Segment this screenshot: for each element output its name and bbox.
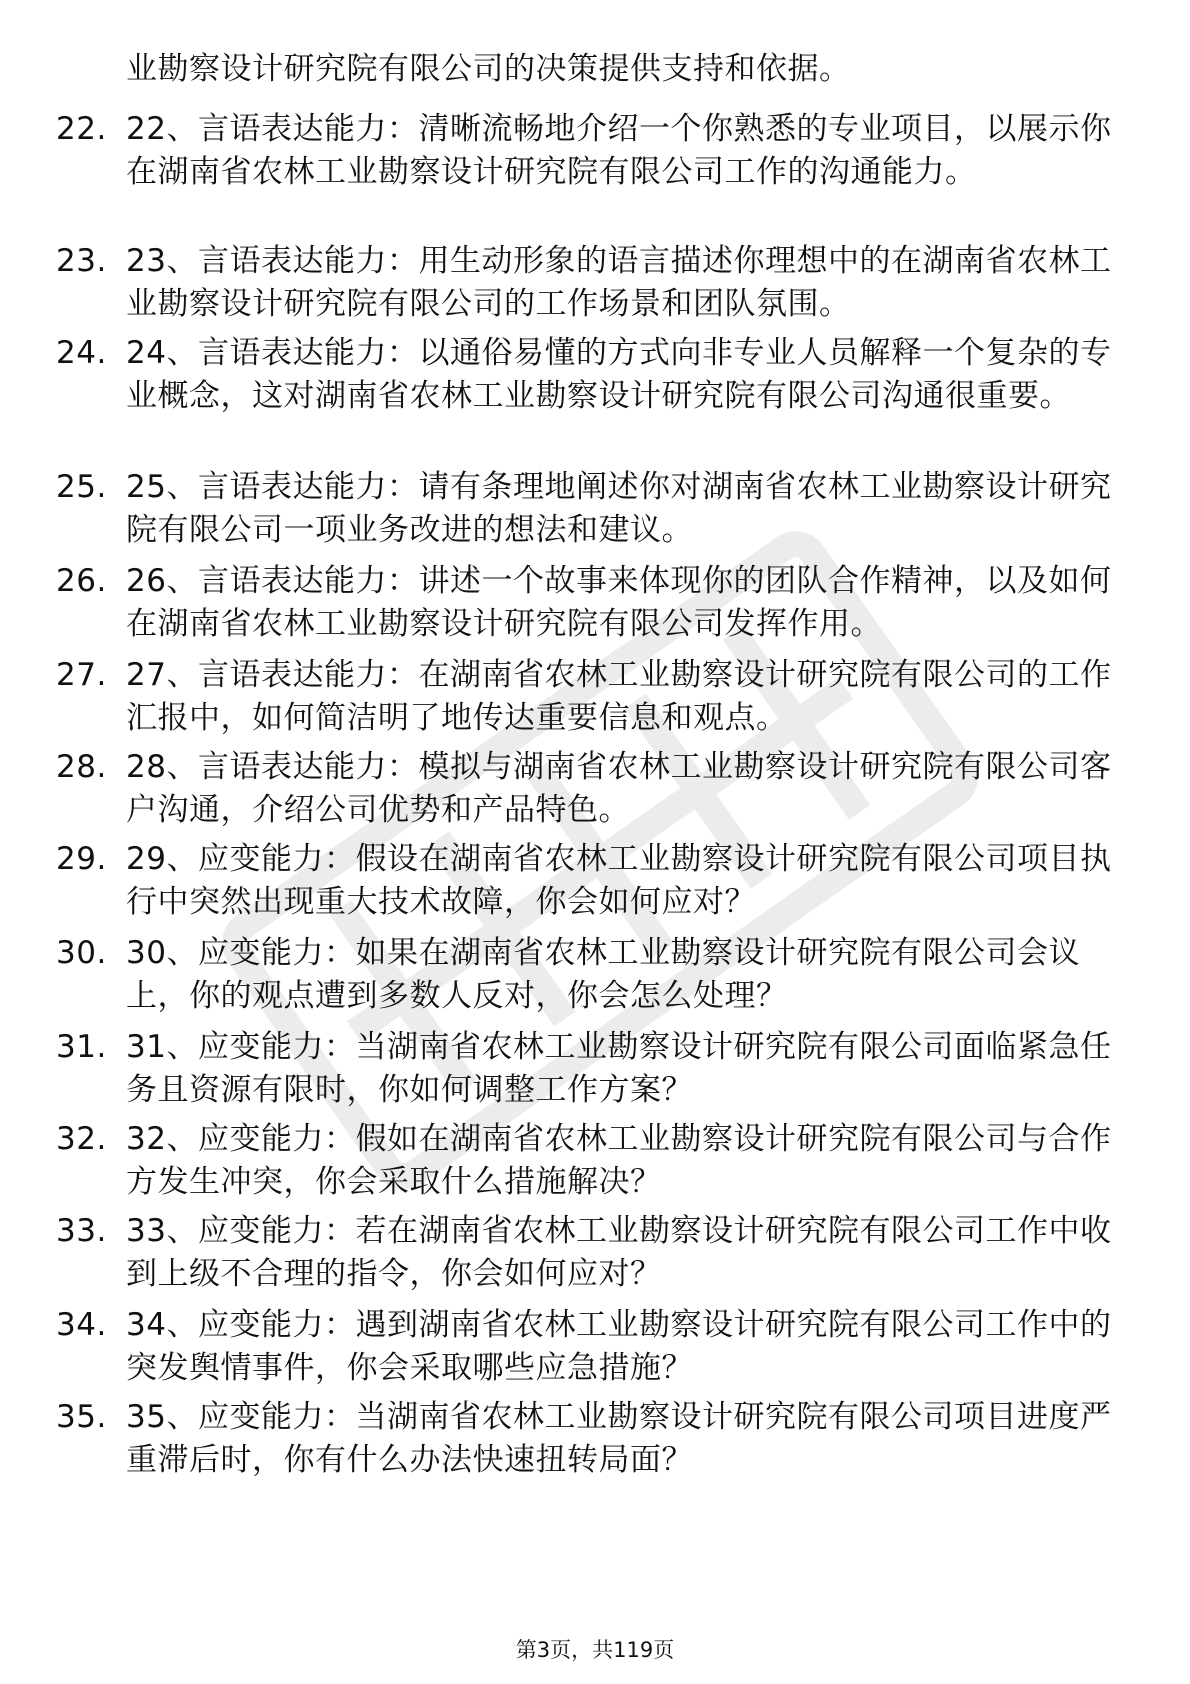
question-text: 31、应变能力：当湖南省农林工业勘察设计研究院有限公司面临紧急任务且资源有限时，你如何调整工作方案？ (126, 1029, 1112, 1108)
list-number: 34. (56, 1307, 107, 1343)
question-text: 25、言语表达能力：请有条理地阐述你对湖南省农林工业勘察设计研究院有限公司一项业务改进的想法和建议。 (126, 469, 1112, 548)
question-text: 29、应变能力：假设在湖南省农林工业勘察设计研究院有限公司项目执行中突然出现重大技术故障，你会如何应对？ (126, 841, 1112, 920)
question-text: 32、应变能力：假如在湖南省农林工业勘察设计研究院有限公司与合作方发生冲突，你会采取什么措施解决？ (126, 1121, 1112, 1200)
list-number: 30. (56, 935, 107, 971)
list-number: 22. (56, 111, 107, 147)
question-text: 34、应变能力：遇到湖南省农林工业勘察设计研究院有限公司工作中的突发舆情事件，你会采取哪些应急措施？ (126, 1307, 1112, 1386)
list-number: 25. (56, 469, 107, 505)
list-number: 35. (56, 1399, 107, 1435)
question-text: 27、言语表达能力：在湖南省农林工业勘察设计研究院有限公司的工作汇报中，如何简洁明了地传达重要信息和观点。 (126, 657, 1112, 736)
list-number: 28. (56, 749, 107, 785)
list-number: 24. (56, 335, 107, 371)
list-number: 26. (56, 563, 107, 599)
carry-over-text: 业勘察设计研究院有限公司的决策提供支持和依据。 (126, 51, 851, 87)
list-number: 31. (56, 1029, 107, 1065)
question-text: 24、言语表达能力：以通俗易懂的方式向非专业人员解释一个复杂的专业概念，这对湖南省农林工业勘察设计研究院有限公司沟通很重要。 (126, 335, 1112, 414)
question-text: 33、应变能力：若在湖南省农林工业勘察设计研究院有限公司工作中收到上级不合理的指令，你会如何应对？ (126, 1213, 1112, 1292)
question-text: 23、言语表达能力：用生动形象的语言描述你理想中的在湖南省农林工业勘察设计研究院有限公司的工作场景和团队氛围。 (126, 243, 1112, 322)
list-number: 32. (56, 1121, 107, 1157)
question-text: 26、言语表达能力：讲述一个故事来体现你的团队合作精神，以及如何在湖南省农林工业勘察设计研究院有限公司发挥作用。 (126, 563, 1112, 642)
question-text: 35、应变能力：当湖南省农林工业勘察设计研究院有限公司项目进度严重滞后时，你有什么办法快速扭转局面？ (126, 1399, 1112, 1478)
list-number: 33. (56, 1213, 107, 1249)
list-number: 29. (56, 841, 107, 877)
list-number: 27. (56, 657, 107, 693)
question-text: 22、言语表达能力：清晰流畅地介绍一个你熟悉的专业项目，以展示你在湖南省农林工业勘察设计研究院有限公司工作的沟通能力。 (126, 111, 1112, 190)
list-number: 23. (56, 243, 107, 279)
question-text: 28、言语表达能力：模拟与湖南省农林工业勘察设计研究院有限公司客户沟通，介绍公司优势和产品特色。 (126, 749, 1112, 828)
page-number-footer: 第3页，共119页 (515, 1638, 675, 1662)
question-text: 30、应变能力：如果在湖南省农林工业勘察设计研究院有限公司会议上，你的观点遭到多数人反对，你会怎么处理？ (126, 935, 1080, 1014)
